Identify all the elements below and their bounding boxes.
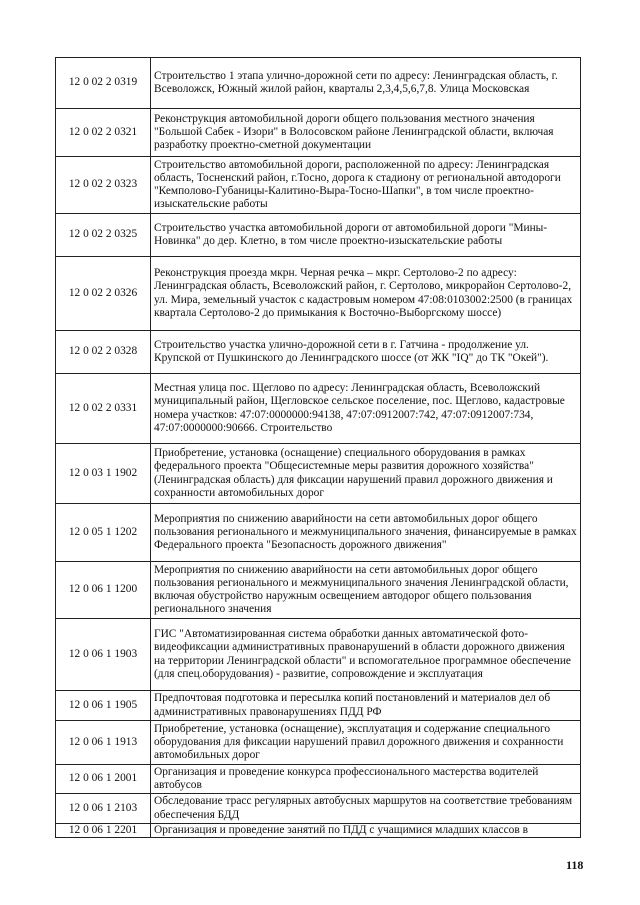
description-cell: Обследование трасс регулярных автобусных маршрутов на соответствие требованиям обеспечения БДД: [151, 794, 581, 824]
description-cell: Организация и проведение занятий по ПДД с учащимися младших классов в: [151, 824, 581, 838]
description-cell: Реконструкция проезда мкрн. Черная речка – мкрг. Сертолово-2 по адресу: Ленинградская область, Всеволожский район, г. Сертолово, микрорайон Сертолово-2, ул. Мира, земельный участок с кадастровым номером 47:08:0103002:2500 (в границах квартала Сертолово-2 до примыкания к Восточно-Выборгскому шоссе): [151, 257, 581, 331]
table-row: [56, 257, 581, 331]
table-row: [56, 824, 581, 838]
budget-code-cell: 12 0 06 1 2001: [56, 765, 151, 794]
table-row: [56, 765, 581, 794]
description-cell: ГИС "Автоматизированная система обработки данных автоматической фото- видеофиксации административных правонарушений в области дорожного движения на территории Ленинградской области" и вспомогательное программное обеспечение (для спец.оборудования) - развитие, сопровождение и эксплуатация: [151, 619, 581, 691]
budget-code-cell: 12 0 02 2 0321: [56, 109, 151, 157]
description-cell: Строительство участка автомобильной дороги от автомобильной дороги "Мины-Новинка" до дер. Клетно, в том числе проектно-изыскательские работы: [151, 214, 581, 257]
description-cell: Местная улица пос. Щеглово по адресу: Ленинградская область, Всеволожский муниципальный район, Щегловское сельское поселение, пос. Щеглово, кадастровые номера участков: 47:07:0000000:94138, 47:07:0912007:742, 47:07:0912007:734, 47:07:0000000:90666. Строительство: [151, 374, 581, 444]
table-row: [56, 619, 581, 691]
description-cell: Строительство участка улично-дорожной сети в г. Гатчина - продолжение ул. Крупской от Пушкинского до Ленинградского шоссе (от ЖК "IQ" до ТК "Окей").: [151, 331, 581, 374]
budget-code-cell: 12 0 03 1 1902: [56, 444, 151, 504]
table-row: [56, 794, 581, 824]
budget-code-cell: 12 0 06 1 2103: [56, 794, 151, 824]
table-row: [56, 214, 581, 257]
table-row: [56, 504, 581, 562]
budget-code-cell: 12 0 02 2 0319: [56, 58, 151, 109]
description-cell: Реконструкция автомобильной дороги общего пользования местного значения "Большой Сабек - Изори" в Волосовском районе Ленинградской области, включая разработку проектно-сметной документации: [151, 109, 581, 157]
description-cell: Предпочтовая подготовка и пересылка копий постановлений и материалов дел об административных правонарушениях ПДД РФ: [151, 691, 581, 721]
description-cell: Приобретение, установка (оснащение), эксплуатация и содержание специального оборудования для фиксации нарушений правил дорожного движения и сохранности автомобильных дорог: [151, 721, 581, 765]
table-row: [56, 721, 581, 765]
description-cell: Строительство 1 этапа улично-дорожной сети по адресу: Ленинградская область, г. Всеволожск, Южный жилой район, кварталы 2,3,4,5,6,7,8. Улица Московская: [151, 58, 581, 109]
page-number: 118: [566, 858, 584, 872]
table-row: [56, 109, 581, 157]
table-row: [56, 331, 581, 374]
budget-code-cell: 12 0 02 2 0328: [56, 331, 151, 374]
budget-code-cell: 12 0 06 1 2201: [56, 824, 151, 838]
table-row: [56, 374, 581, 444]
table-row: [56, 58, 581, 109]
table-row: [56, 562, 581, 619]
description-cell: Строительство автомобильной дороги, расположенной по адресу: Ленинградская область, Тосненский район, г.Тосно, дорога к стадиону от региональной автодороги "Кемполово-Губаницы-Калитино-Выра-Тосно-Шапки", в том числе проектно-изыскательские работы: [151, 157, 581, 214]
description-cell: Приобретение, установка (оснащение) специального оборудования в рамках федерального проекта "Общесистемные меры развития дорожного хозяйства" (Ленинградская область) для фиксации нарушений правил дорожного движения и сохранности автомобильных дорог: [151, 444, 581, 504]
budget-code-cell: 12 0 06 1 1913: [56, 721, 151, 765]
budget-code-cell: 12 0 06 1 1200: [56, 562, 151, 619]
budget-code-cell: 12 0 06 1 1905: [56, 691, 151, 721]
table-row: [56, 691, 581, 721]
budget-code-cell: 12 0 02 2 0326: [56, 257, 151, 331]
budget-code-cell: 12 0 02 2 0323: [56, 157, 151, 214]
budget-code-cell: 12 0 02 2 0331: [56, 374, 151, 444]
table-row: [56, 444, 581, 504]
table-body: [56, 58, 581, 838]
table-row: [56, 157, 581, 214]
description-cell: Мероприятия по снижению аварийности на сети автомобильных дорог общего пользования регионального и межмуниципального значения Ленинградской области, включая обустройство наружным освещением автодорог общего пользования регионального значения: [151, 562, 581, 619]
budget-code-table: [55, 57, 581, 838]
description-cell: Организация и проведение конкурса профессионального мастерства водителей автобусов: [151, 765, 581, 794]
description-cell: Мероприятия по снижению аварийности на сети автомобильных дорог общего пользования регионального и межмуниципального значения, финансируемые в рамках Федерального проекта "Безопасность дорожного движения": [151, 504, 581, 562]
budget-code-cell: 12 0 02 2 0325: [56, 214, 151, 257]
budget-code-cell: 12 0 06 1 1903: [56, 619, 151, 691]
budget-code-cell: 12 0 05 1 1202: [56, 504, 151, 562]
